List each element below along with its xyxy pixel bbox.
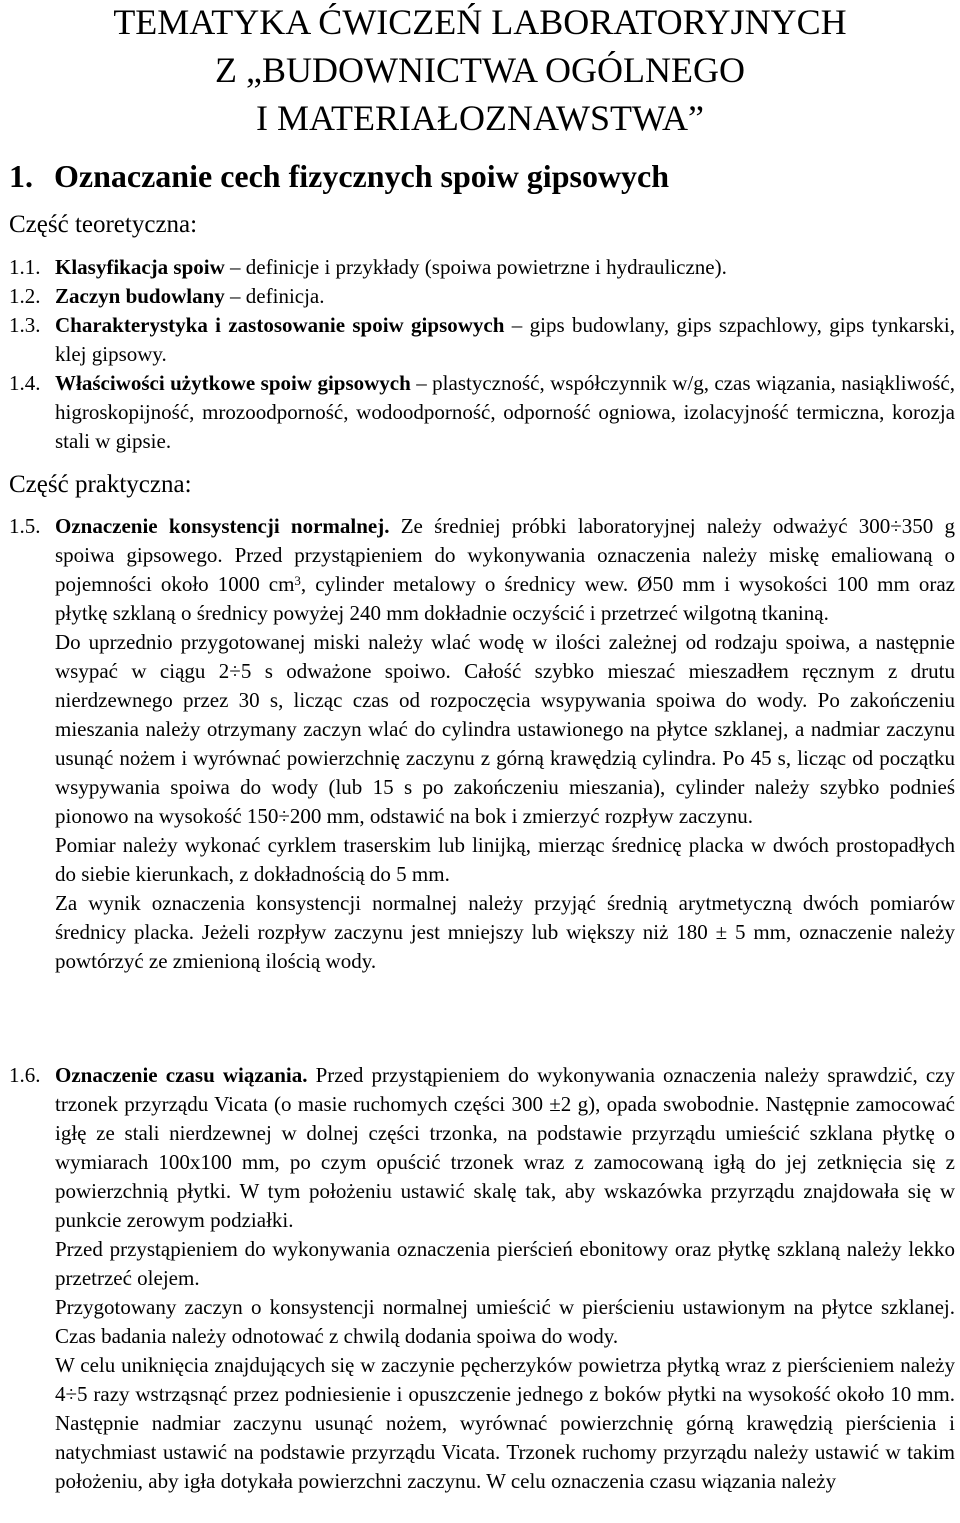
paragraph: Przygotowany zaczyn o konsystencji normalnej umieścić w pierścieniu ustawionym na płytce szklanej. Czas badania należy odnotować z chwilą dodania spoiwa do wody. [55,1295,955,1348]
item-heading: Oznaczenie czasu wiązania. [55,1063,308,1087]
paragraph: Do uprzednio przygotowanej miski należy wlać wodę w ilości zależnej od rodzaju spoiwa, a następnie wsypać w ciągu 2÷5 s odważone spoiwo. Całość szybko mieszać mieszadłem ręcznym z drutu nierdzewnego przez 30 s, licząc czas od rozpoczęcia wsypywania spoiwa do wody. Po zakończeniu mieszania należy otrzymany zaczyn wlać do cylindra ustawionego na płytce szklanej, a nadmiar zaczynu usunąć nożem i wyrównać powierzchnię zaczynu z górną krawędzią cylindra. Po 45 s, licząc od początku wsypywania spoiwa do wody (lub 15 s po zakończeniu mieszania), cylinder należy szybko podnieś pionowo na wysokość 150÷200 mm, odstawić na bok i zmierzyć rozpływ zaczynu. [55,630,955,828]
list-item-1-4 [9,369,955,456]
item-text: – gips budowlany, gips szpachlowy, gips tynkarski, klej gipsowy. [55,313,956,366]
item-number: 1.4. [9,371,41,395]
list-item-1-5 [9,512,955,976]
item-text: – definicje i przykłady (spoiwa powietrzne i hydrauliczne). [224,255,727,279]
paragraph [55,512,955,628]
list-item-1-6 [9,1061,955,1496]
practice-heading: Część praktyczna: [9,471,192,498]
paragraph: Przed przystąpieniem do wykonywania oznaczenia pierścień ebonitowy oraz płytkę szklaną należy lekko przetrzeć olejem. [55,1237,955,1290]
item-text: – plastyczność, współczynnik w/g, czas wiązania, nasiąkliwość, higroskopijność, mrozoodporność, wodoodporność, odporność ogniowa, izolacyjność termiczna, korozja stali w gipsie. [55,371,955,453]
title-line-3: I MATERIAŁOZNAWSTWA” [255,98,705,138]
title-line-1: TEMATYKA ĆWICZEŃ LABORATORYJNYCH [113,2,847,42]
item-heading: Oznaczenie konsystencji normalnej. [55,514,390,538]
item-heading: Zaczyn budowlany [55,284,225,308]
paragraph-text: Ze średniej próbki laboratoryjnej należy odważyć 300÷350 g spoiwa gipsowego. Przed przystąpieniem do wykonywania oznaczenia należy miskę emaliowaną o pojemności około 1000 cm [55,514,955,596]
section-title: Oznaczanie cech fizycznych spoiw gipsowych [54,158,670,194]
section-number: 1. [9,158,33,194]
item-number: 1.1. [9,255,41,279]
theory-heading: Część teoretyczna: [9,211,198,238]
paragraph: Pomiar należy wykonać cyrklem traserskim lub linijką, mierząc średnicę placka w dwóch prostopadłych do siebie kierunkach, z dokładnością do 5 mm. [55,833,955,886]
item-text: – definicja. [224,284,325,308]
list-item-1-3 [9,311,955,369]
paragraph-text: , cylinder metalowy o średnicy wew. Ø50 mm i wysokości 100 mm oraz płytkę szklaną o średnicy powyżej 240 mm dokładnie oczyścić i przetrzeć wilgotną tkaniną. [55,572,956,625]
paragraph-text: Przed przystąpieniem do wykonywania oznaczenia należy sprawdzić, czy trzonek przyrządu Vicata (o masie ruchomych części 300 ±2 g), opada swobodnie. Następnie zamocować igłę ze stali nierdzewnej w dolnej części trzonka, na podstawie przyrządu umieścić szklana płytkę o wymiarach 100x100 mm, po czym opuścić trzonek wraz z zamocowaną igłą do jej zetknięcia się z powierzchnią płytki. W tym położeniu ustawić skalę tak, aby wskazówka przyrządu znajdowała się w punkcie zerowym podziałki. [55,1063,955,1232]
paragraph: W celu uniknięcia znajdujących się w zaczynie pęcherzyków powietrza płytką wraz z pierścieniem należy 4÷5 razy wstrząsnąć przez podniesienie i opuszczenie jednego z boków płytki na wysokość około 10 mm. Następnie nadmiar zaczynu usunąć nożem, wyrównać powierzchnię górną krawędzią pierścienia i natychmiast ustawić na podstawie przyrządu Vicata. Trzonek ruchomy przyrządu należy ustawić w takim położeniu, aby igła dotykała powierzchni zaczynu. W celu oznaczenia czasu wiązania należy [55,1353,955,1493]
item-number: 1.6. [9,1063,41,1087]
item-heading: Właściwości użytkowe spoiw gipsowych [55,371,411,395]
superscript: 3 [294,573,301,588]
paragraph [55,1061,955,1235]
list-item-1-2 [9,282,955,311]
item-heading: Charakterystyka i zastosowanie spoiw gipsowych [55,313,505,337]
item-number: 1.2. [9,284,41,308]
item-number: 1.3. [9,313,41,337]
item-number: 1.5. [9,514,41,538]
list-item-1-1 [9,253,955,282]
title-line-2: Z „BUDOWNICTWA OGÓLNEGO [215,50,745,90]
paragraph: Za wynik oznaczenia konsystencji normalnej należy przyjąć średnią arytmetyczną dwóch pomiarów średnicy placka. Jeżeli rozpływ zaczynu jest mniejszy lub większy niż 180 ± 5 mm, oznaczenie należy powtórzyć ze zmienioną ilością wody. [55,891,955,973]
item-heading: Klasyfikacja spoiw [55,255,225,279]
section-heading [9,156,669,196]
